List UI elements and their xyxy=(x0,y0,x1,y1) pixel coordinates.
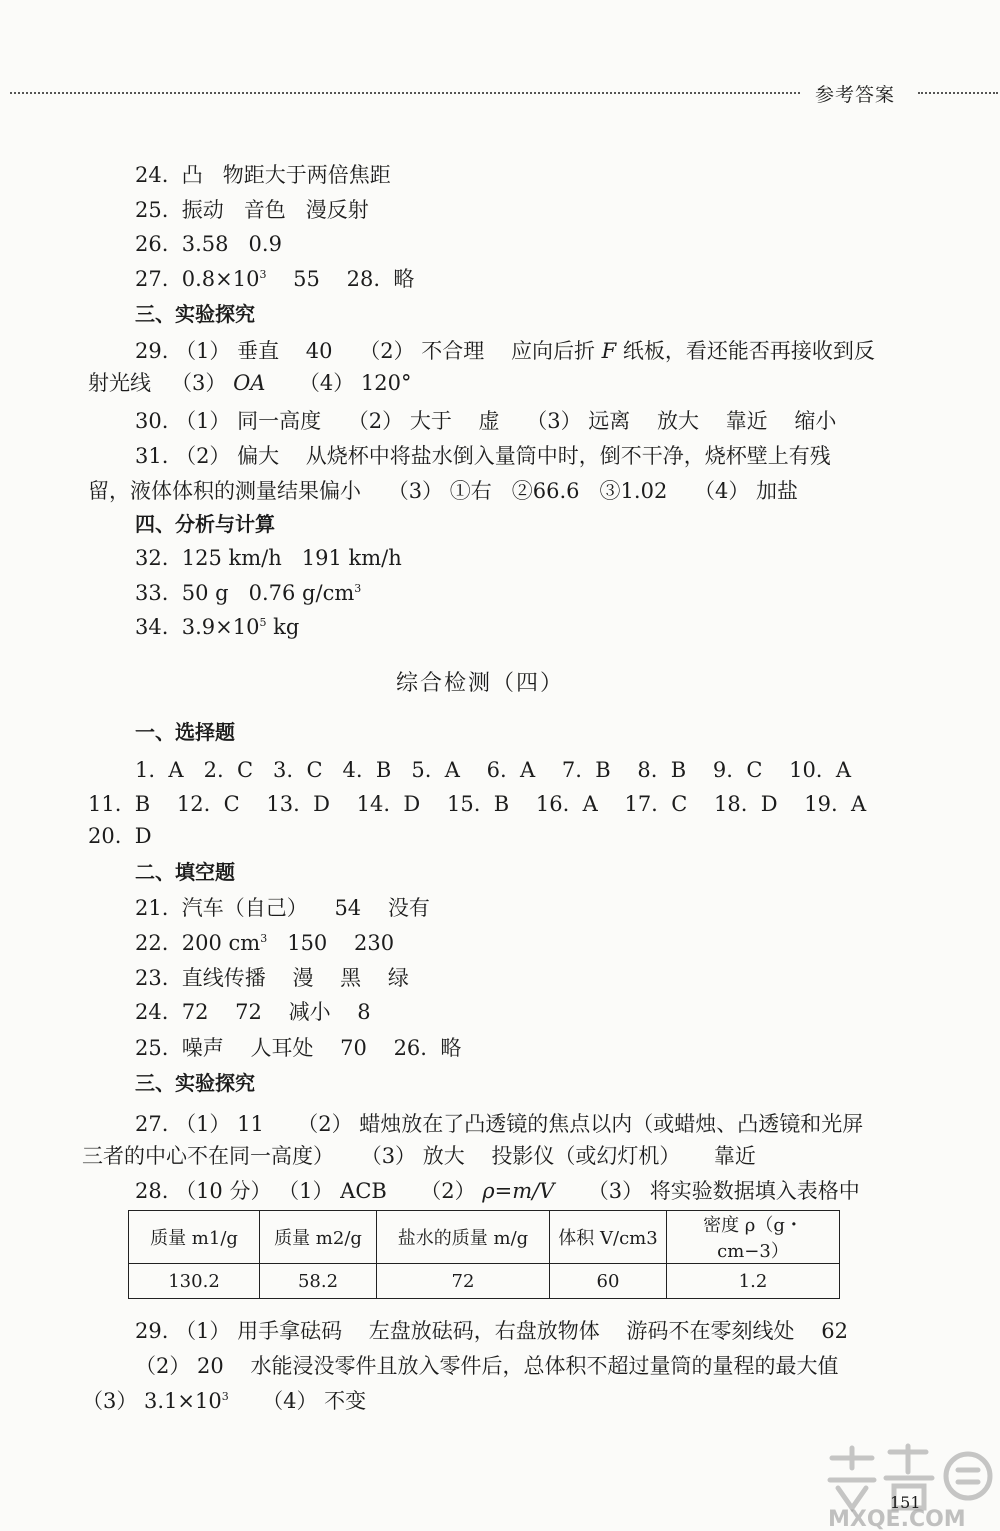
test4-answer-29-text-b: （4） 不变 xyxy=(228,1389,367,1413)
table-cell: 130.2 xyxy=(129,1264,260,1299)
experiment-data-table xyxy=(128,1210,840,1299)
table-header-cell: 质量 m1/g xyxy=(129,1211,260,1264)
test4-answer-22 xyxy=(135,929,394,957)
answer-25: 25. 振动 音色 漫反射 xyxy=(135,198,369,222)
test4-answer-29-line1: 29. （1） 用手拿砝码 左盘放砝码，右盘放物体 游码不在零刻线处 62 xyxy=(135,1319,848,1343)
answer-29-text-c: 射光线 （3） xyxy=(88,371,234,395)
test4-answer-23: 23. 直线传播 漫 黑 绿 xyxy=(135,966,409,990)
answer-32: 32. 125 km/h 191 km/h xyxy=(135,546,402,570)
page-number: 151 xyxy=(890,1493,921,1512)
answer-29-line1 xyxy=(135,337,875,365)
test4-answer-21: 21. 汽车（自己） 54 没有 xyxy=(135,896,430,920)
section-heading-experiment-1: 三、实验探究 xyxy=(135,302,255,326)
test4-answer-24: 24. 72 72 减小 8 xyxy=(135,1000,371,1024)
test4-answer-29-text-a: （3） 3.1×10 xyxy=(82,1389,222,1413)
header-title: 参考答案 xyxy=(815,84,896,106)
answer-29-text-b: 纸板，看还能否再接收到反 xyxy=(616,339,875,363)
section-heading-analysis: 四、分析与计算 xyxy=(135,512,275,536)
answer-34-text-a: 34. 3.9×10 xyxy=(135,615,260,639)
answer-29-f: F xyxy=(601,339,617,363)
answer-24: 24. 凸 物距大于两倍焦距 xyxy=(135,163,391,187)
answer-29-oa: OA xyxy=(233,371,266,395)
test4-answer-29-exponent: 3 xyxy=(221,1390,229,1403)
answer-29-line2 xyxy=(88,369,411,397)
table-cell: 72 xyxy=(377,1264,550,1299)
table-row xyxy=(129,1264,840,1299)
answer-34-exponent: 5 xyxy=(259,616,267,629)
section-heading-experiment-2: 三、实验探究 xyxy=(135,1071,255,1095)
answer-27-exponent: 3 xyxy=(259,268,267,281)
test4-answer-28 xyxy=(135,1177,860,1205)
test4-answer-28-text-b: （3） 将实验数据填入表格中 xyxy=(554,1179,860,1203)
table-header-cell: 质量 m2/g xyxy=(260,1211,377,1264)
answer-29-text-a: 29. （1） 垂直 40 （2） 不合理 应向后折 xyxy=(135,339,602,363)
answer-33 xyxy=(135,579,361,607)
answer-31-line2: 留，液体体积的测量结果偏小 （3） ①右 ②66.6 ③1.02 （4） 加盐 xyxy=(88,479,799,503)
mc-answers-line2: 11. B 12. C 13. D 14. D 15. B 16. A 17. C 18. D 19. A xyxy=(88,792,867,816)
test-4-title: 综合检测（四） xyxy=(395,671,564,696)
table-header-cell: 盐水的质量 m/g xyxy=(377,1211,550,1264)
section-heading-multiple-choice: 一、选择题 xyxy=(135,720,235,744)
answer-34 xyxy=(135,613,299,641)
table-header-cell: 密度 ρ（g・cm−3） xyxy=(667,1211,840,1264)
table-cell: 1.2 xyxy=(667,1264,840,1299)
test4-answer-27-line1: 27. （1） 11 （2） 蜡烛放在了凸透镜的焦点以内（或蜡烛、凸透镜和光屏 xyxy=(135,1112,864,1136)
mc-answers-line3: 20. D xyxy=(88,824,152,848)
table-cell: 60 xyxy=(550,1264,667,1299)
table-header-row xyxy=(129,1211,840,1264)
watermark-logo xyxy=(820,1440,995,1530)
answer-30: 30. （1） 同一高度 （2） 大于 虚 （3） 远离 放大 靠近 缩小 xyxy=(135,409,837,433)
test4-answer-28-text-a: 28. （10 分） （1） ACB （2） xyxy=(135,1179,483,1203)
answer-33-text: 33. 50 g 0.76 g/cm xyxy=(135,581,355,605)
answer-27 xyxy=(135,265,414,293)
density-formula: ρ=m/V xyxy=(482,1179,555,1203)
table-header-cell: 体积 V/cm3 xyxy=(550,1211,667,1264)
test4-answer-22-text-b: 150 230 xyxy=(267,931,395,955)
mc-answers-line1: 1. A 2. C 3. C 4. B 5. A 6. A 7. B 8. B 9. C 10. A xyxy=(135,758,851,782)
table-cell: 58.2 xyxy=(260,1264,377,1299)
answer-27-part2: 55 28. 略 xyxy=(266,267,415,291)
answer-26: 26. 3.58 0.9 xyxy=(135,232,282,256)
watermark-text: MXQE.COM xyxy=(828,1507,966,1530)
answer-34-text-b: kg xyxy=(266,615,300,639)
section-heading-fill-in: 二、填空题 xyxy=(135,860,235,884)
test4-answer-29-line3 xyxy=(82,1387,366,1415)
answer-27-part1: 27. 0.8×10 xyxy=(135,267,260,291)
test4-answer-22-exponent: 3 xyxy=(260,932,268,945)
test4-answer-25: 25. 噪声 人耳处 70 26. 略 xyxy=(135,1036,462,1060)
answer-31-line1: 31. （2） 偏大 从烧杯中将盐水倒入量筒中时，倒不干净，烧杯壁上有残 xyxy=(135,444,831,468)
answer-33-exponent: 3 xyxy=(354,582,362,595)
test4-answer-27-line2: 三者的中心不在同一高度） （3） 放大 投影仪（或幻灯机） 靠近 xyxy=(82,1144,756,1168)
test4-answer-29-line2: （2） 20 水能浸没零件且放入零件后，总体积不超过量筒的量程的最大值 xyxy=(135,1354,839,1378)
header-dots-left xyxy=(10,92,800,94)
answer-29-text-d: （4） 120° xyxy=(265,371,412,395)
test4-answer-22-text-a: 22. 200 cm xyxy=(135,931,261,955)
header-dots-right xyxy=(918,92,998,94)
